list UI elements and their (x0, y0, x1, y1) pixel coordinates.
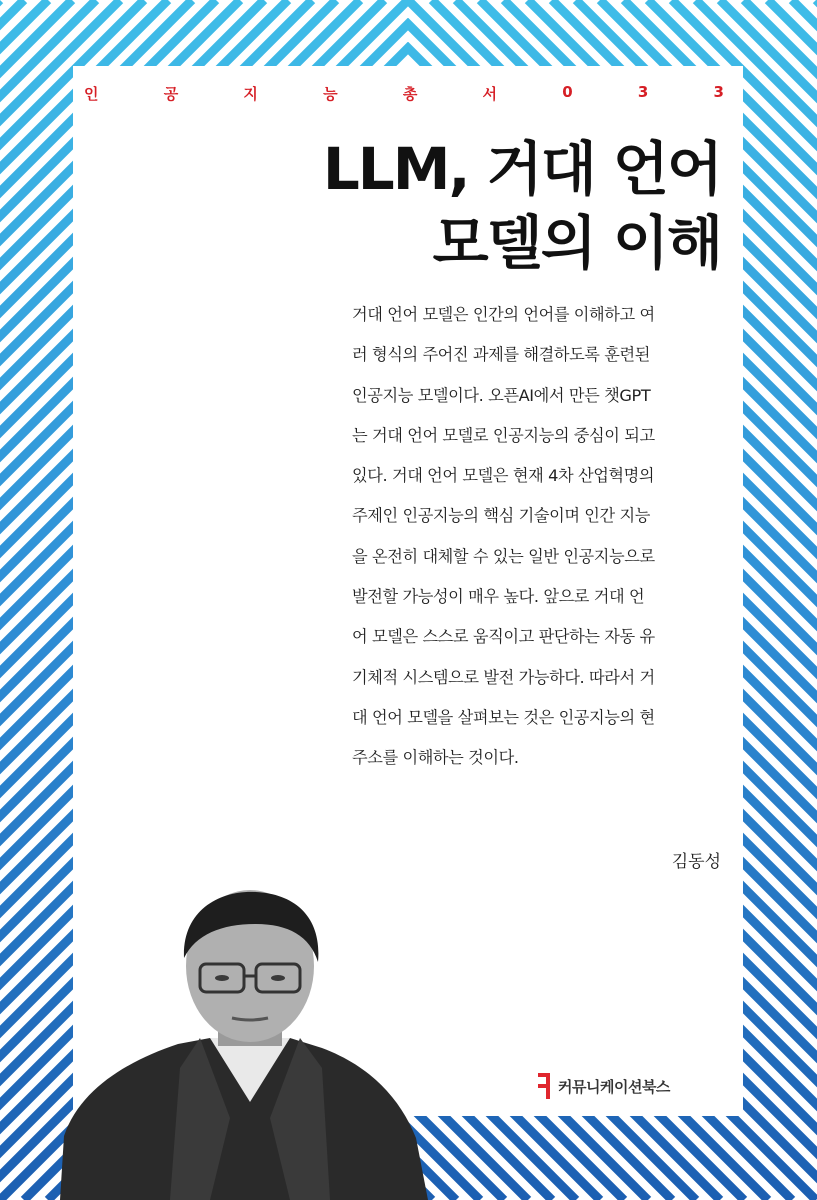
series-letter: 인 (84, 85, 99, 103)
publisher-logo (538, 1073, 670, 1099)
title-line: LLM, 거대 언어 (322, 135, 721, 203)
book-description (352, 295, 724, 779)
title-line: 모델의 이해 (432, 209, 721, 277)
description-line: 대 언어 모델을 살펴보는 것은 인공지능의 현 (352, 707, 655, 727)
series-letter: 지 (243, 85, 258, 103)
description-line: 발전할 가능성이 매우 높다. 앞으로 거대 언 (352, 587, 645, 607)
description-line: 러 형식의 주어진 과제를 해결하도록 훈련된 (352, 345, 650, 365)
description-line: 주소를 이해하는 것이다. (352, 748, 519, 768)
author-name: 김동성 (671, 852, 721, 872)
description-line: 주제인 인공지능의 핵심 기술이며 인간 지능 (352, 506, 650, 526)
series-number: 3 (713, 83, 724, 101)
series-letter: 공 (163, 85, 179, 103)
description-line: 는 거대 언어 모델로 인공지능의 중심이 되고 (352, 425, 655, 445)
description-line: 거대 언어 모델은 인간의 언어를 이해하고 여 (352, 305, 655, 324)
series-letter: 서 (482, 85, 498, 103)
description-line: 을 온전히 대체할 수 있는 일반 인공지능으로 (352, 546, 655, 566)
book-title (323, 132, 721, 280)
author-portrait (60, 888, 440, 1200)
series-letter: 능 (323, 85, 338, 103)
publisher-name: 커뮤니케이션북스 (558, 1077, 670, 1096)
publisher-logo-icon (538, 1073, 550, 1099)
series-label (84, 83, 724, 104)
description-line: 기체적 시스템으로 발전 가능하다. 따라서 거 (352, 667, 655, 687)
description-line: 어 모델은 스스로 움직이고 판단하는 자동 유 (352, 627, 655, 647)
series-number: 0 (562, 83, 573, 101)
series-number: 3 (637, 83, 649, 101)
description-line: 있다. 거대 언어 모델은 현재 4차 산업혁명의 (352, 466, 655, 486)
series-letter: 총 (402, 85, 418, 103)
description-line: 인공지능 모델이다. 오픈AI에서 만든 챗GPT (352, 385, 651, 405)
